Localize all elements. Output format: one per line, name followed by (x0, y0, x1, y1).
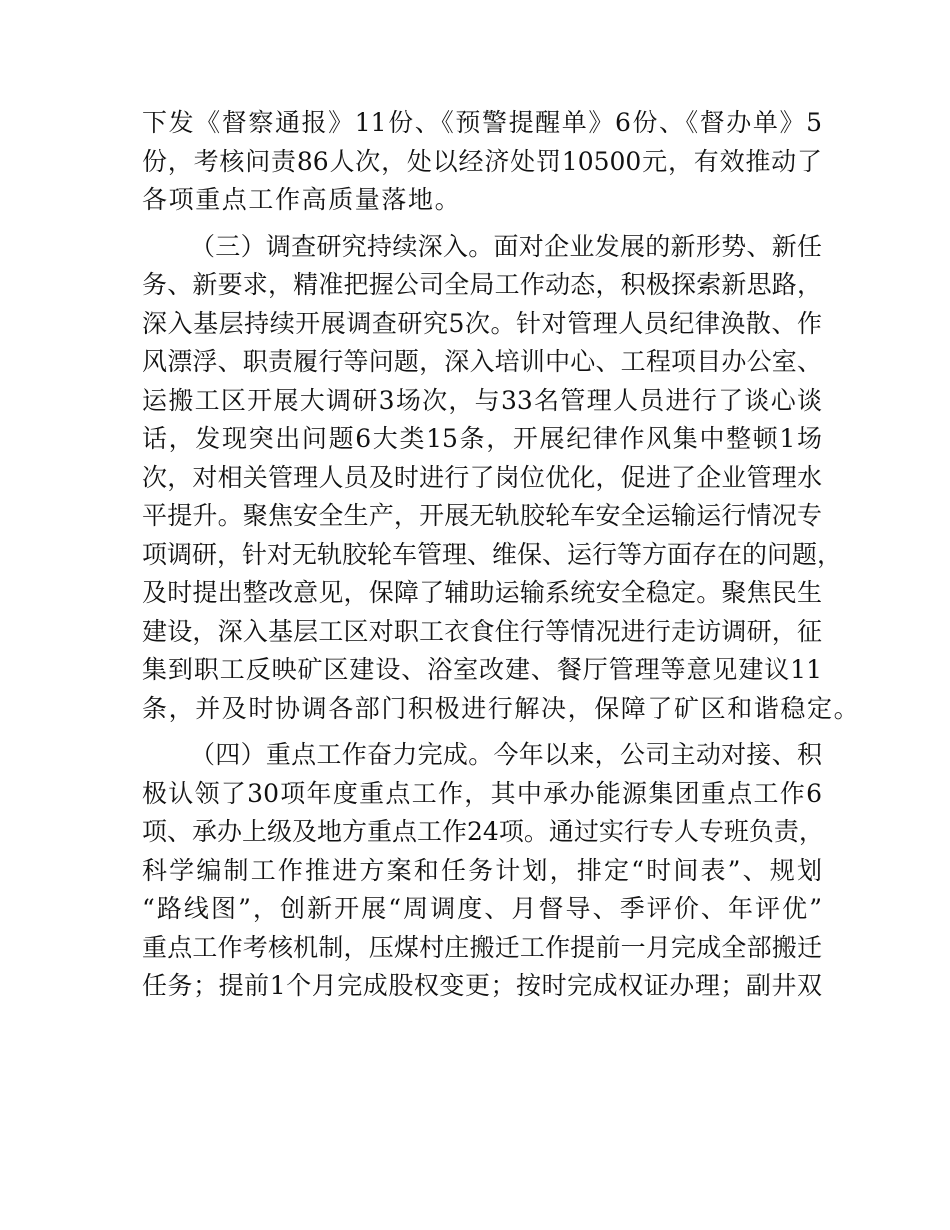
text-line: 各项重点工作高质量落地。 (142, 185, 462, 214)
paragraph-continued (142, 104, 822, 220)
text-line: 重点工作考核机制，压煤村庄搬迁工作提前一月完成全部搬迁 (142, 932, 822, 962)
text-line: 及时提出整改意见，保障了辅助运输系统安全稳定。聚焦民生 (142, 578, 822, 607)
text-line: 次，对相关管理人员及时进行了岗位优化，促进了企业管理水 (142, 462, 822, 492)
text-line: 运搬工区开展大调研3场次，与33名管理人员进行了谈心谈 (142, 385, 822, 415)
text-line: 务、新要求，精准把握公司全局工作动态，积极探索新思路， (142, 270, 822, 299)
text-line: 平提升。聚焦安全生产，开展无轨胶轮车安全运输运行情况专 (142, 501, 822, 530)
text-line: 科学编制工作推进方案和任务计划，排定“时间表”、规划 (142, 855, 822, 885)
paragraph-section-4 (142, 736, 822, 1006)
text-line: 项调研，针对无轨胶轮车管理、维保、运行等方面存在的问题， (142, 539, 843, 569)
text-line: 极认领了30项年度重点工作，其中承办能源集团重点工作6 (142, 778, 822, 808)
text-line: 深入基层持续开展调查研究5次。针对管理人员纪律涣散、作 (142, 308, 822, 338)
text-line: 份，考核问责86人次，处以经济处罚10500元，有效推动了 (142, 146, 822, 176)
text-line: 项、承办上级及地方重点工作24项。通过实行专人专班负责， (142, 817, 824, 846)
text-line: 任务；提前1个月完成股权变更；按时完成权证办理；副井双 (142, 971, 822, 1000)
document-body (142, 104, 861, 1006)
text-line: 条，并及时协调各部门积极进行解决，保障了矿区和谐稳定。 (142, 693, 861, 723)
text-line: 集到职工反映矿区建设、浴室改建、餐厅管理等意见建议11 (142, 655, 822, 684)
text-line: 建设，深入基层工区对职工衣食住行等情况进行走访调研，征 (142, 616, 822, 646)
section-heading-line: （四）重点工作奋力完成。今年以来，公司主动对接、积 (190, 740, 822, 769)
text-line: 风漂浮、职责履行等问题，深入培训中心、工程项目办公室、 (142, 347, 822, 376)
paragraph-section-3 (142, 228, 861, 729)
text-line: 下发《督察通报》11份、《预警提醒单》6份、《督办单》5 (142, 108, 822, 137)
text-line: “路线图”，创新开展“周调度、月督导、季评价、年评优” (142, 894, 822, 923)
text-line: 话，发现突出问题6大类15条，开展纪律作风集中整顿1场 (142, 424, 822, 453)
section-heading-line: （三）调查研究持续深入。面对企业发展的新形势、新任 (190, 231, 822, 261)
